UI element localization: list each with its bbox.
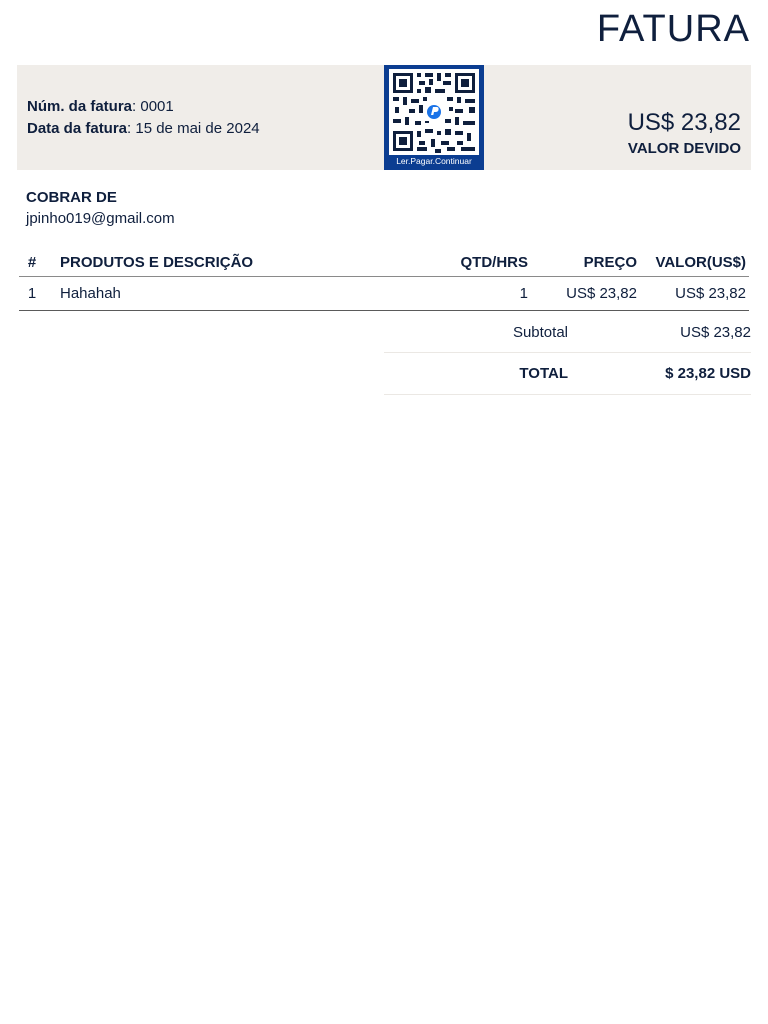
total-label: TOTAL xyxy=(519,365,568,382)
items-table xyxy=(19,248,749,311)
subtotal-label: Subtotal xyxy=(512,323,568,341)
amount-due-box xyxy=(628,108,741,160)
invoice-meta xyxy=(27,96,260,140)
invoice-title: FATURA xyxy=(596,8,750,50)
header-price: PREÇO xyxy=(583,253,637,271)
row-price: US$ 23,82 xyxy=(566,285,637,302)
invoice-date-label: Data da fatura xyxy=(27,120,128,137)
row-quantity: 1 xyxy=(519,285,528,302)
amount-due-label: VALOR DEVIDO xyxy=(627,140,741,157)
invoice-number-label: Núm. da fatura xyxy=(27,98,133,115)
invoice-number-line xyxy=(27,96,260,118)
subtotal-value: US$ 23,82 xyxy=(680,323,751,341)
header-quantity: QTD/HRS xyxy=(460,253,528,271)
subtotal-row xyxy=(384,312,751,353)
bill-to-section xyxy=(26,187,175,229)
header-amount: VALOR(US$) xyxy=(655,253,746,271)
row-description: Hahahah xyxy=(60,285,121,302)
row-num: 1 xyxy=(27,285,37,302)
amount-due-value: US$ 23,82 xyxy=(627,109,741,136)
table-row xyxy=(19,277,749,311)
qr-code[interactable] xyxy=(384,65,484,170)
invoice-date-line xyxy=(27,118,260,140)
qr-code-icon xyxy=(389,69,479,155)
bill-to-email: jpinho019@gmail.com xyxy=(26,210,175,227)
bill-to-label: COBRAR DE xyxy=(26,189,117,206)
totals-section xyxy=(384,312,751,395)
qr-caption: Ler.Pagar.Continuar xyxy=(396,156,472,166)
row-amount: US$ 23,82 xyxy=(675,285,746,302)
total-value: $ 23,82 USD xyxy=(665,365,751,382)
header-num: # xyxy=(27,253,37,271)
total-row xyxy=(384,353,751,395)
invoice-date-value: : 15 de mai de 2024 xyxy=(127,120,260,137)
header-description: PRODUTOS E DESCRIÇÃO xyxy=(60,253,254,271)
invoice-number-value: : 0001 xyxy=(132,98,174,115)
items-table-header xyxy=(19,248,749,277)
